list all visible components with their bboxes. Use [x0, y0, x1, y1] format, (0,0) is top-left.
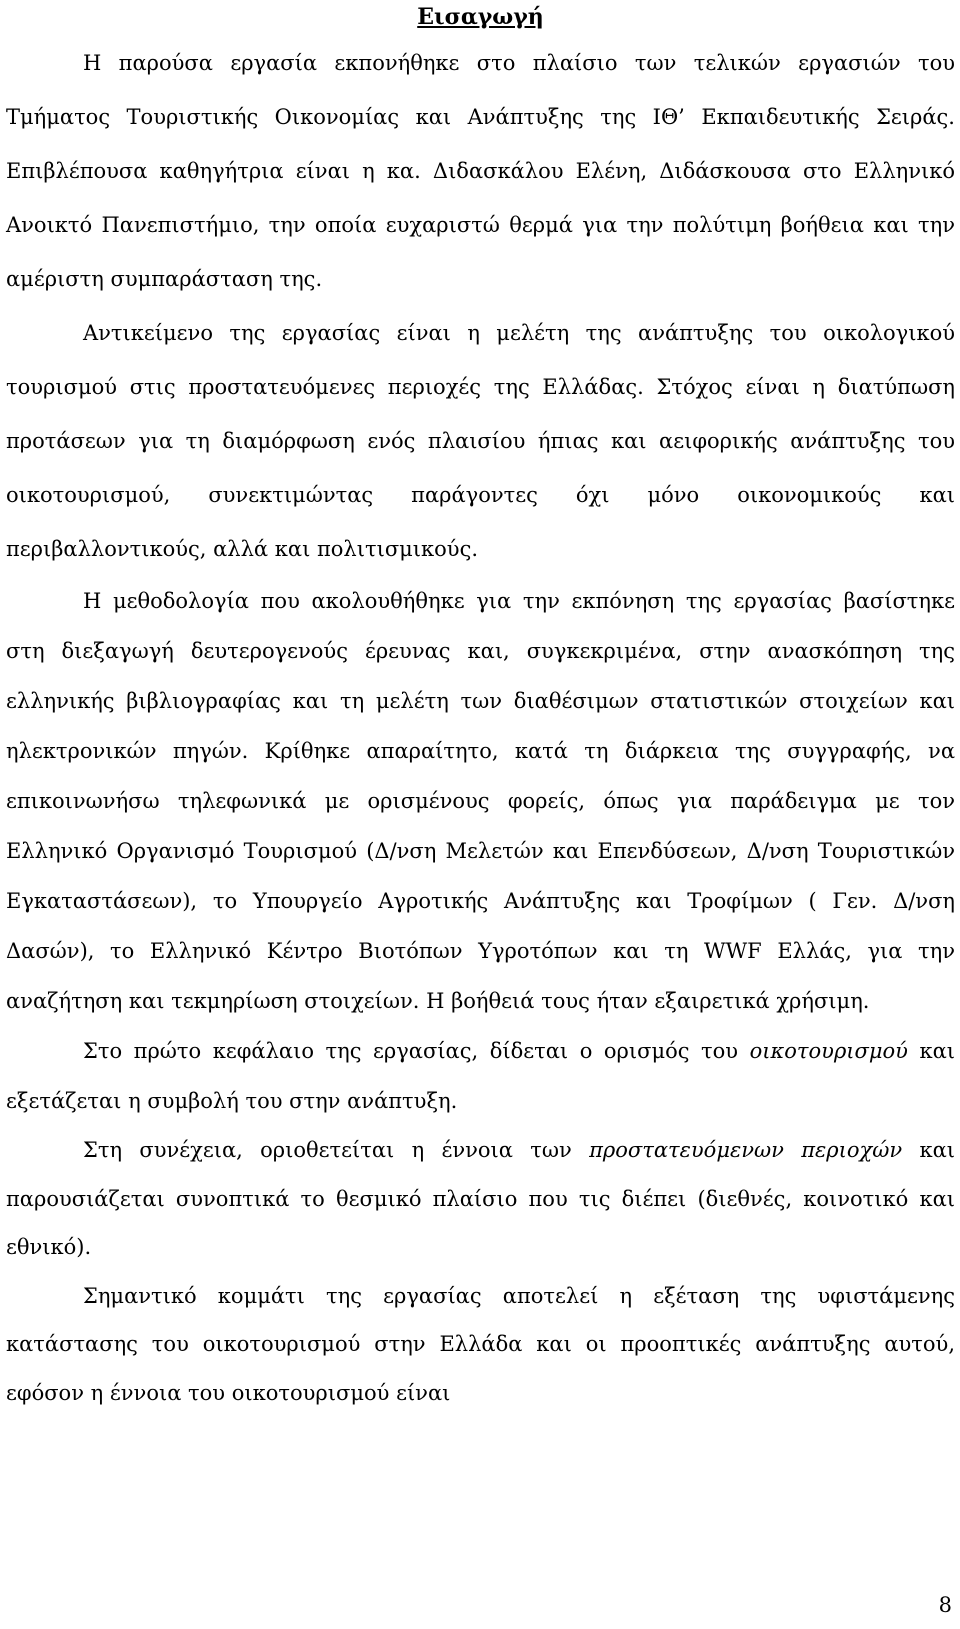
paragraph-methodology: Η μεθοδολογία που ακολουθήθηκε για την εκπόνηση της εργασίας βασίστηκε στη διεξαγωγή δευτερογενούς έρευνας και, συγκεκριμένα, στην ανασκόπηση της ελληνικής βιβλιογραφίας και τη μελέτη των διαθέσιμων στατιστικών στοιχείων και ηλεκτρονικών πηγών. Κρίθηκε απαραίτητο, κατά τη διάρκεια της συγγραφής, να επικοινωνήσω τηλεφωνικά με ορισμένους φορείς, όπως για παράδειγμα με τον Ελληνικό Οργανισμό Τουρισμού (Δ/νση Μελετών και Επενδύσεων, Δ/νση Τουριστικών Εγκαταστάσεων), το Υπουργείο Αγροτικής Ανάπτυξης και Τροφίμων ( Γεν. Δ/νση Δασών), το Ελληνικό Κέντρο Βιοτόπων Υγροτόπων και τη WWF Ελλάς, για την αναζήτηση και τεκμηρίωση στοιχείων. Η βοήθειά τους ήταν εξαιρετικά χρήσιμη.	[6, 589, 955, 1013]
paragraph-subject: Αντικείμενο της εργασίας είναι η μελέτη της ανάπτυξης του οικολογικού τουρισμού στις προστατευόμενες περιοχές της Ελλάδας. Στόχος είναι η διατύπωση προτάσεων για τη διαμόρφωση ενός πλαισίου ήπιας και αειφορικής ανάπτυξης του οικοτουρισμού, συνεκτιμώντας παράγοντες όχι μόνο οικονομικούς και περιβαλλοντικούς, αλλά και πολιτισμικούς.	[6, 321, 955, 561]
paragraph-chapter-one	[6, 1026, 955, 1126]
chapter-one-text-end: και εξετάζεται η συμβολή του στην ανάπτυξη.	[6, 1039, 956, 1113]
protected-areas-term: προστατευόμενων περιοχών	[589, 1138, 903, 1162]
page-number: 8	[938, 1593, 952, 1617]
paragraph-protected-areas	[6, 1126, 955, 1272]
page-title: Εισαγωγή	[417, 4, 544, 30]
document-page	[6, 0, 955, 1417]
protected-areas-text-start: Στη συνέχεια, οριοθετείται η έννοια των	[83, 1138, 590, 1162]
paragraph-intro: Η παρούσα εργασία εκπονήθηκε στο πλαίσιο των τελικών εργασιών του Τμήματος Τουριστικής Οικονομίας και Ανάπτυξης της ΙΘ’ Εκπαιδευτικής Σειράς. Επιβλέπουσα καθηγήτρια είναι η κα. Διδασκάλου Ελένη, Διδάσκουσα στο Ελληνικό Ανοικτό Πανεπιστήμιο, την οποία ευχαριστώ θερμά για την πολύτιμη βοήθεια και την αμέριστη συμπαράσταση της.	[6, 51, 955, 291]
protected-areas-text-end: και παρουσιάζεται συνοπτικά το θεσμικό πλαίσιο που τις διέπει (διεθνές, κοινοτικό και εθνικό).	[6, 1138, 955, 1259]
chapter-one-text-start: Στο πρώτο κεφάλαιο της εργασίας, δίδεται ο ορισμός του	[83, 1039, 750, 1063]
chapter-one-term: οικοτουρισμού	[749, 1039, 908, 1063]
paragraph-current-state: Σημαντικό κομμάτι της εργασίας αποτελεί η εξέταση της υφιστάμενης κατάστασης του οικοτουρισμού στην Ελλάδα και οι προοπτικές ανάπτυξης αυτού, εφόσον η έννοια του οικοτουρισμού είναι	[6, 1283, 955, 1405]
